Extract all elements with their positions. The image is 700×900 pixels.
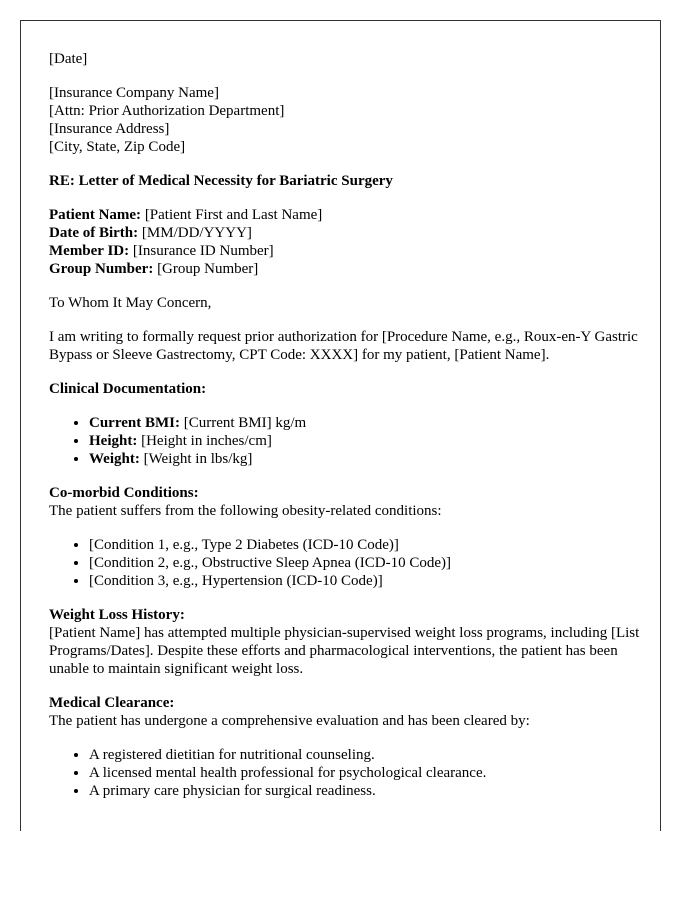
group-number-value: [Group Number]	[153, 261, 259, 277]
letter-page	[20, 20, 661, 831]
history-section	[49, 606, 660, 678]
history-heading: Weight Loss History:	[49, 607, 185, 623]
item-label: Height:	[89, 433, 138, 449]
comorbid-text: The patient suffers from the following obesity-related conditions:	[49, 503, 442, 519]
item-label: Current BMI:	[89, 415, 180, 431]
member-id-label: Member ID:	[49, 243, 130, 259]
member-id-value: [Insurance ID Number]	[129, 243, 274, 259]
list-item: • [Condition 2, e.g., Obstructive Sleep Apnea (ICD-10 Code)]	[89, 554, 660, 572]
patient-name-label: Patient Name:	[49, 207, 142, 223]
subject-line	[49, 172, 660, 190]
item-value: [Current BMI] kg/m	[179, 415, 307, 431]
list-item	[89, 450, 660, 468]
clearance-section	[49, 694, 660, 730]
list-item: • A registered dietitian for nutritional counseling.	[89, 746, 660, 764]
list-item: • A licensed mental health professional for psychological clearance.	[89, 764, 660, 782]
recipient-address	[49, 84, 660, 156]
dob-label: Date of Birth:	[49, 225, 139, 241]
insurance-address: [Insurance Address]	[49, 121, 170, 137]
date: [Date]	[49, 51, 88, 67]
list-item	[89, 414, 660, 432]
history-text: [Patient Name] has attempted multiple physician-supervised weight loss programs, including [List Programs/Dates]. Despite these efforts and pharmacological interventions, the patient has been unable to maintain significant weight loss.	[49, 625, 640, 677]
list-item: • [Condition 1, e.g., Type 2 Diabetes (ICD-10 Code)]	[89, 536, 660, 554]
clinical-heading-text: Clinical Documentation:	[49, 381, 207, 397]
patient-name-value: [Patient First and Last Name]	[141, 207, 323, 223]
clearance-text: The patient has undergone a comprehensive evaluation and has been cleared by:	[49, 713, 530, 729]
clinical-list	[49, 414, 660, 468]
clearance-list	[49, 746, 660, 800]
insurance-company: [Insurance Company Name]	[49, 85, 219, 101]
clearance-heading: Medical Clearance:	[49, 695, 175, 711]
intro-paragraph: I am writing to formally request prior authorization for [Procedure Name, e.g., Roux-en-Y Gastric Bypass or Sleeve Gastrectomy, CPT Code: XXXX] for my patient, [Patient Name].	[49, 329, 638, 363]
subject-text: RE: Letter of Medical Necessity for Bariatric Surgery	[49, 173, 393, 189]
salutation: To Whom It May Concern,	[49, 295, 212, 311]
list-item: • [Condition 3, e.g., Hypertension (ICD-10 Code)]	[89, 572, 660, 590]
list-item: • A primary care physician for surgical readiness.	[89, 782, 660, 800]
city-state-zip: [City, State, Zip Code]	[49, 139, 186, 155]
clinical-heading	[49, 380, 660, 398]
comorbid-list	[49, 536, 660, 590]
item-label: Weight:	[89, 451, 140, 467]
comorbid-section	[49, 484, 660, 520]
list-item	[89, 432, 660, 450]
comorbid-heading: Co-morbid Conditions:	[49, 485, 199, 501]
patient-info	[49, 206, 660, 278]
group-number-label: Group Number:	[49, 261, 154, 277]
item-value: [Weight in lbs/kg]	[139, 451, 253, 467]
item-value: [Height in inches/cm]	[137, 433, 272, 449]
attn-line: [Attn: Prior Authorization Department]	[49, 103, 285, 119]
dob-value: [MM/DD/YYYY]	[138, 225, 252, 241]
